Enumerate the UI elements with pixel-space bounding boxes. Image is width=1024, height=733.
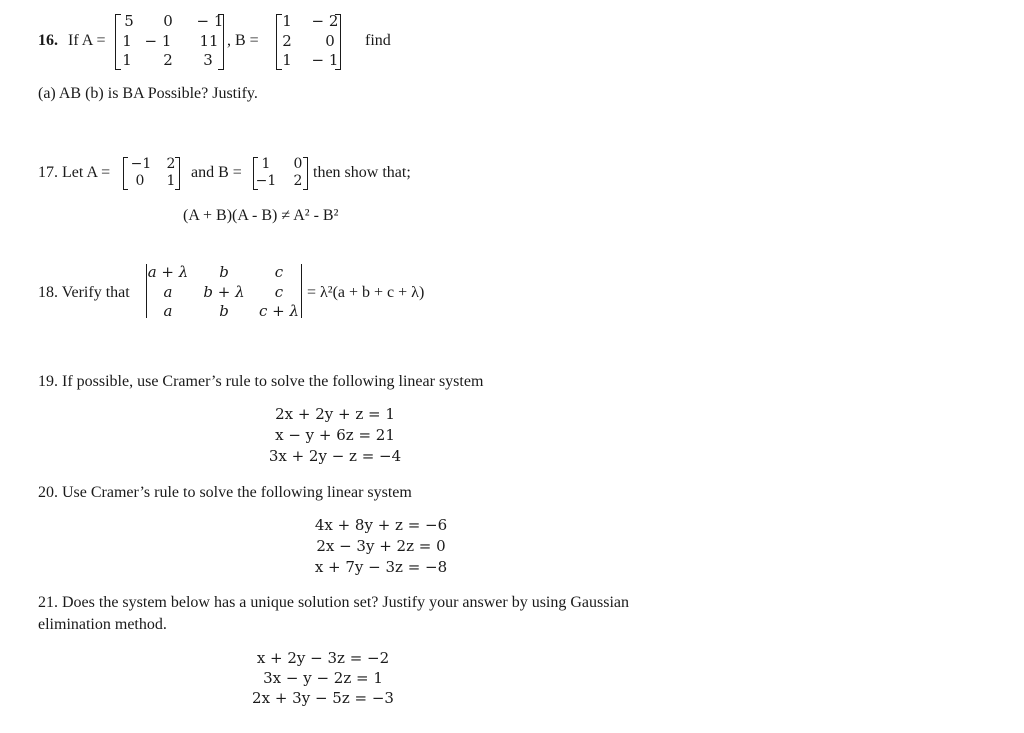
left-bracket (276, 14, 282, 70)
equation-line: 3x − y − 2z = 1 (263, 669, 383, 687)
equation-line: x − y + 6z = 21 (275, 426, 395, 444)
matrix-cell: 2 (282, 32, 292, 50)
matrix-cell: 0 (325, 32, 335, 50)
q17-then-label: then show that; (313, 164, 411, 181)
determinant-cell: c + λ (258, 302, 300, 320)
determinant-cell: b (219, 302, 229, 320)
matrix-cell: − 1 (144, 32, 172, 50)
equation-line: 3x + 2y − z = −4 (268, 447, 402, 465)
matrix-cell: 1 (282, 12, 292, 30)
determinant-cell: b + λ (203, 283, 245, 301)
matrix-cell: 2 (166, 156, 176, 172)
equation-line: 4x + 8y + z = −6 (314, 516, 448, 534)
equation-line: 2x − 3y + 2z = 0 (316, 537, 446, 555)
q17-equation: (A + B)(A - B) ≠ A² - B² (183, 207, 339, 224)
matrix-cell: −1 (255, 173, 277, 189)
matrix-cell: 0 (163, 12, 173, 30)
matrix-cell: 2 (163, 51, 173, 69)
matrix-cell: 0 (135, 173, 145, 189)
matrix-cell: − 1 (196, 12, 224, 30)
q20-text: 20. Use Cramer’s rule to solve the following linear system (38, 484, 412, 501)
right-bracket (303, 157, 308, 190)
matrix-cell: 3 (203, 51, 213, 69)
matrix-cell: 1 (122, 51, 132, 69)
matrix-cell: − 2 (311, 12, 339, 30)
matrix-cell: − 1 (311, 51, 339, 69)
determinant-cell: c (274, 263, 284, 281)
q16-comma-b-label: , B = (227, 32, 259, 49)
determinant-cell: b (219, 263, 229, 281)
determinant-cell: a + λ (147, 263, 189, 281)
q17-and-b-label: and B = (191, 164, 242, 181)
q16-parts: (a) AB (b) is BA Possible? Justify. (38, 85, 258, 102)
determinant-cell: c (274, 283, 284, 301)
equation-line: x + 2y − 3z = −2 (256, 649, 390, 667)
determinant-cell: a (163, 283, 173, 301)
left-bracket (123, 157, 128, 190)
equation-line: 2x + 2y + z = 1 (275, 405, 395, 423)
matrix-cell: −1 (130, 156, 152, 172)
q21-text-line-1: 21. Does the system below has a unique solution set? Justify your answer by using Gaussian (38, 594, 630, 611)
matrix-cell: 2 (293, 173, 303, 189)
q19-text: 19. If possible, use Cramer’s rule to solve the following linear system (38, 373, 484, 390)
q21-text-line-2: elimination method. (38, 616, 167, 633)
matrix-cell: 1 (166, 173, 176, 189)
matrix-cell: 1 (282, 51, 292, 69)
matrix-cell: 5 (124, 12, 134, 30)
matrix-cell: 11 (199, 32, 219, 50)
q16-if-a-label: If A = (68, 32, 106, 49)
determinant-cell: a (163, 302, 173, 320)
matrix-cell: 0 (293, 156, 303, 172)
right-bracket (335, 14, 341, 70)
right-bracket (218, 14, 224, 70)
q17-intro: 17. Let A = (38, 164, 111, 181)
equation-line: x + 7y − 3z = −8 (314, 558, 448, 576)
q16-find-label: find (365, 32, 391, 49)
equation-line: 2x + 3y − 5z = −3 (252, 689, 394, 707)
left-bracket (115, 14, 121, 70)
q18-intro: 18. Verify that (38, 284, 130, 301)
q18-rhs: = λ²(a + b + c + λ) (307, 284, 425, 301)
determinant-right-bar (301, 264, 302, 318)
matrix-cell: 1 (122, 32, 132, 50)
q16-number: 16. (38, 32, 58, 49)
matrix-cell: 1 (261, 156, 271, 172)
right-bracket (175, 157, 180, 190)
